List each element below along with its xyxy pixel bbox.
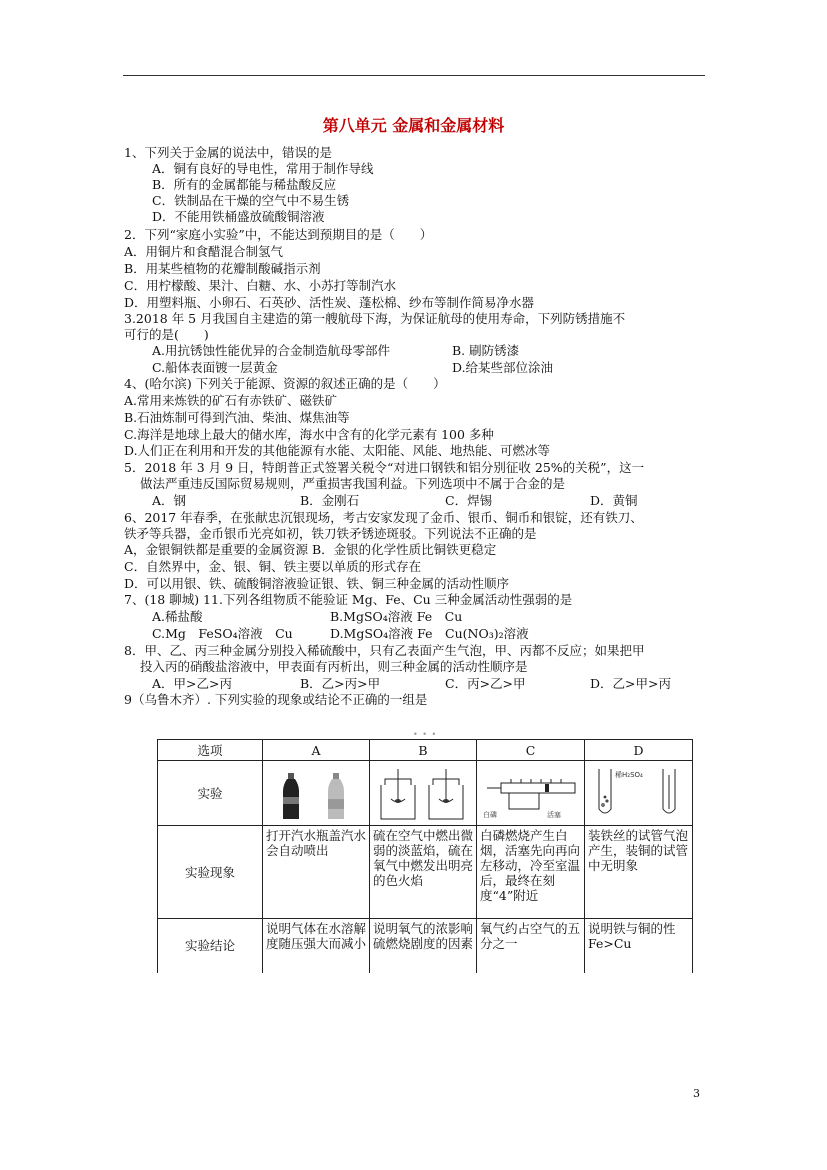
text-line: 可行的是( ) [124,327,209,342]
text-line: A，金银铜铁都是重要的金属资源 B．金银的化学性质比铜铁更稳定 [124,542,497,557]
table-row-experiment [158,761,693,826]
header-cell: 选项 [158,740,263,761]
jar-left-icon [381,769,415,819]
table-cell: 说明气体在水溶解度随压强大而减小 [263,919,370,973]
table-cell: 氧气约占空气的五分之一 [477,919,585,973]
answer-option: D．乙>甲>丙 [590,676,671,691]
text-line: 7、(18 聊城) 11.下列各组物质不能验证 Mg、Fe、Cu 三种金属活动性强弱的是 [124,592,573,607]
figure-c-cell [477,761,585,826]
row-label: 实验结论 [158,919,263,973]
table-cell: 打开汽水瓶盖汽水会自动喷出 [263,826,370,919]
header-cell: B [370,740,477,761]
syringe-icon [487,779,575,793]
answer-option: A.用抗锈蚀性能优异的合金制造航母零部件 [152,343,391,358]
dark-bottle-icon [283,773,299,819]
clear-bottle-icon [328,773,344,819]
answer-option: C．丙>乙>甲 [445,676,526,691]
figure-d-cell [585,761,693,826]
text-line: 投入丙的硝酸盐溶液中，甲表面有丙析出，则三种金属的活动性顺序是 [140,659,528,674]
answer-option: C．焊锡 [445,493,493,508]
table-row-phenomenon [158,826,693,919]
text-line: 3.2018 年 5 月我国自主建造的第一艘航母下海，为保证航母的使用寿命，下列防锈措施不 [124,311,626,326]
answer-option: C.Mg FeSO₄溶液 Cu [152,626,293,641]
text-line: C．自然界中，金、银、铜、铁主要以单质的形式存在 [124,559,422,574]
answer-option: A．甲>乙>丙 [152,676,232,691]
text-line: B.石油炼制可得到汽油、柴油、煤焦油等 [124,410,350,425]
text-line: 6、2017 年春季，在张献忠沉银现场，考古安家发现了金币、银币、铜币和银锭，还有铁刀、 [124,510,643,525]
answer-option: B.MgSO₄溶液 Fe Cu [330,609,463,624]
text-line: D.人们正在利用和开发的其他能源有水能、太阳能、风能、地热能、可燃冰等 [124,443,551,458]
page-number: 3 [693,1087,700,1100]
text-line: A．用铜片和食醋混合制氢气 [124,244,284,259]
text-line: 铁矛等兵器，金币银币光亮如初，铁刀铁矛锈迹斑驳。下列说法不正确的是 [124,526,537,541]
header-rule [123,75,705,76]
text-line: B．用某些植物的花瓣制酸碱指示剂 [124,261,321,276]
jar-right-icon [429,769,463,819]
answer-option: B. 刷防锈漆 [452,343,520,358]
text-line: D．用塑料瓶、小卵石、石英砂、活性炭、蓬松棉、纱布等制作简易净水器 [124,295,535,310]
text-line: C．铁制品在干燥的空气中不易生锈 [152,193,350,208]
text-line: B．所有的金属都能与稀盐酸反应 [152,177,337,192]
figure-b-cell [370,761,477,826]
table-row-conclusion [158,919,693,973]
table-cell: 装铁丝的试管气泡产生，装铜的试管中无明象 [585,826,693,919]
table-header-row [158,740,693,761]
soda-bottles-figure [271,765,361,823]
piston-label: 活塞 [546,811,561,819]
answer-option: D.给某些部位涂油 [452,360,554,375]
sulfur-combustion-figure [375,765,471,823]
table-cell: 说明铁与铜的性 Fe>Cu [585,919,693,973]
header-cell: C [477,740,585,761]
answer-option: B．金刚石 [300,493,360,508]
row-label: 实验现象 [158,826,263,919]
test-tube-left-icon [599,769,611,813]
row-label: 实验 [158,761,263,826]
text-line: 9（乌鲁木齐）. 下列实验的现象或结论不正确的一组是 [124,692,428,707]
answer-option: A．钢 [152,493,187,508]
text-line: C．用柠檬酸、果汁、白糖、水、小苏打等制汽水 [124,278,397,293]
figure-a-cell [263,761,370,826]
text-line: 8．甲、乙、丙三种金属分别投入稀硫酸中，只有乙表面产生气泡，甲、丙都不反应；如果把甲 [124,643,645,658]
text-line: 2．下列“家庭小实验”中，不能达到预期目的是（ ） [124,227,433,242]
text-line: 5．2018 年 3 月 9 日，特朗普正式签署关税令“对进口钢铁和铝分别征收 25%的关税”，这一 [124,460,645,475]
answer-option: A.稀盐酸 [152,609,203,624]
text-line: A.常用来炼铁的矿石有赤铁矿、磁铁矿 [124,393,338,408]
text-line: 4、(哈尔滨) 下列关于能源、资源的叙述正确的是（ ） [124,376,446,391]
answer-option: C.船体表面镀一层黄金 [152,360,278,375]
page-title: 第八单元 金属和金属材料 [322,116,505,135]
test-tube-figure [589,765,689,823]
text-line: D．不能用铁桶盛放硫酸铜溶液 [152,209,325,224]
answer-option: D．黄铜 [590,493,638,508]
white-phosphorus-label: 白磷 [482,811,497,819]
phosphorus-syringe-figure [481,765,581,823]
table-cell: 白磷燃烧产生白烟，活塞先向再向左移动，冷至室温后，最终在刻度“4”附近 [477,826,585,919]
text-line: 做法严重违反国际贸易规则，严重损害我国利益。下列选项中不属于合金的是 [140,476,566,491]
text-line: A．铜有良好的导电性，常用于制作导线 [152,161,374,176]
question-9-table [157,739,693,973]
acid-label: 稀H₂SO₄ [614,771,643,779]
text-line: D．可以用银、铁、硫酸铜溶液验证银、铁、铜三种金属的活动性顺序 [124,576,510,591]
header-cell: D [585,740,693,761]
separator-dots: • • • [413,730,438,739]
answer-option: D.MgSO₄溶液 Fe Cu(NO₃)₂溶液 [330,626,529,641]
test-tube-right-icon [663,769,675,813]
table-cell: 硫在空气中燃出微弱的淡蓝焰，硫在氧气中燃发出明亮的色火焰 [370,826,477,919]
table-cell: 说明氧气的浓影响硫燃烧剧度的因素 [370,919,477,973]
text-line: C.海洋是地球上最大的储水库，海水中含有的化学元素有 100 多种 [124,427,494,442]
header-cell: A [263,740,370,761]
answer-option: B．乙>丙>甲 [300,676,381,691]
text-line: 1、下列关于金属的说法中，错误的是 [124,145,332,160]
